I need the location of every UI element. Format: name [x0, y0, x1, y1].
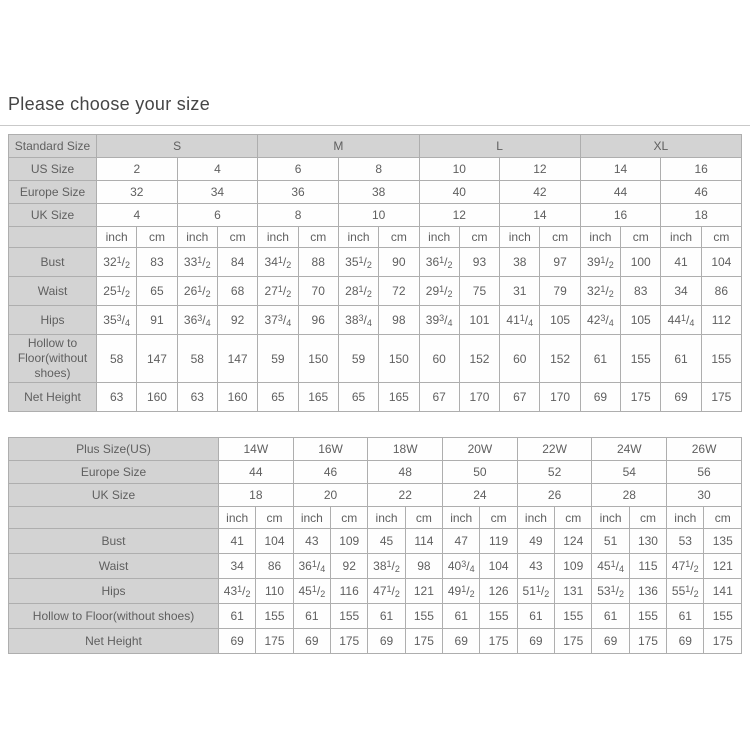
unit-cell: cm [459, 227, 499, 248]
value-cell: 53 [667, 529, 704, 554]
divider [0, 125, 750, 126]
value-cell: $40^3/_4$ [443, 554, 480, 579]
size-cell: 18 [219, 484, 294, 507]
size-cell: 12 [500, 158, 581, 181]
unit-cell: inch [667, 507, 704, 529]
size-cell: 46 [293, 461, 368, 484]
value-cell: $45^1/_2$ [293, 579, 330, 604]
value-cell: 155 [704, 604, 742, 629]
size-cell: 8 [258, 204, 339, 227]
size-cell: 34 [177, 181, 258, 204]
size-cell: 44 [219, 461, 294, 484]
value-cell: 69 [443, 629, 480, 654]
row-label: US Size [9, 158, 97, 181]
size-cell: 2 [97, 158, 178, 181]
value-cell: 115 [629, 554, 666, 579]
value-cell: $36^3/_4$ [177, 306, 217, 335]
unit-cell: cm [540, 227, 580, 248]
unit-cell: cm [621, 227, 661, 248]
unit-cell: inch [500, 227, 540, 248]
value-cell: $28^1/_2$ [338, 277, 378, 306]
value-cell: 160 [217, 383, 257, 412]
value-cell: 67 [500, 383, 540, 412]
value-cell: 155 [405, 604, 442, 629]
value-cell: 31 [500, 277, 540, 306]
size-cell: 22W [517, 438, 592, 461]
value-cell: 61 [580, 335, 620, 383]
value-cell: $38^1/_2$ [368, 554, 405, 579]
value-cell: 51 [592, 529, 629, 554]
value-cell: 43 [293, 529, 330, 554]
value-cell: 175 [331, 629, 368, 654]
size-cell: 46 [661, 181, 742, 204]
value-cell: $39^3/_4$ [419, 306, 459, 335]
value-cell: 170 [540, 383, 580, 412]
value-cell: 61 [293, 604, 330, 629]
size-cell: XL [580, 135, 741, 158]
value-cell: 155 [331, 604, 368, 629]
value-cell: 124 [555, 529, 592, 554]
row-label: Waist [9, 277, 97, 306]
value-cell: 61 [592, 604, 629, 629]
value-cell: 41 [219, 529, 256, 554]
value-cell: $44^1/_4$ [661, 306, 701, 335]
unit-cell: inch [592, 507, 629, 529]
size-cell: 52 [517, 461, 592, 484]
table-row [9, 306, 742, 335]
value-cell: 152 [459, 335, 499, 383]
value-cell: $51^1/_2$ [517, 579, 554, 604]
size-cell: 56 [667, 461, 742, 484]
unit-cell: cm [298, 227, 338, 248]
value-cell: 114 [405, 529, 442, 554]
size-cell: 16 [580, 204, 661, 227]
value-cell: 155 [621, 335, 661, 383]
value-cell: 131 [555, 579, 592, 604]
value-cell: $36^1/_4$ [293, 554, 330, 579]
value-cell: 170 [459, 383, 499, 412]
value-cell: $47^1/_2$ [368, 579, 405, 604]
size-cell: 54 [592, 461, 667, 484]
unit-cell: cm [379, 227, 419, 248]
unit-cell: inch [580, 227, 620, 248]
value-cell: 34 [219, 554, 256, 579]
size-cell: L [419, 135, 580, 158]
value-cell: 147 [217, 335, 257, 383]
value-cell: $41^1/_4$ [500, 306, 540, 335]
value-cell: $35^1/_2$ [338, 248, 378, 277]
value-cell: 130 [629, 529, 666, 554]
value-cell: 160 [137, 383, 177, 412]
value-cell: 34 [661, 277, 701, 306]
value-cell: 175 [701, 383, 741, 412]
size-cell: 14 [500, 204, 581, 227]
value-cell: 61 [443, 604, 480, 629]
value-cell: 92 [331, 554, 368, 579]
unit-cell: inch [368, 507, 405, 529]
value-cell: 98 [405, 554, 442, 579]
size-cell: 8 [338, 158, 419, 181]
size-cell: 20W [443, 438, 518, 461]
value-cell: 69 [293, 629, 330, 654]
value-cell: 155 [480, 604, 517, 629]
row-label: Hips [9, 579, 219, 604]
size-cell: 18 [661, 204, 742, 227]
value-cell: 110 [256, 579, 293, 604]
value-cell: 116 [331, 579, 368, 604]
unit-cell: cm [480, 507, 517, 529]
value-cell: 121 [405, 579, 442, 604]
unit-cell: inch [419, 227, 459, 248]
value-cell: $38^3/_4$ [338, 306, 378, 335]
value-cell: 104 [701, 248, 741, 277]
value-cell: 61 [517, 604, 554, 629]
unit-cell: cm [137, 227, 177, 248]
value-cell: 105 [540, 306, 580, 335]
size-chart-section [0, 134, 750, 654]
value-cell: $37^3/_4$ [258, 306, 298, 335]
value-cell: 45 [368, 529, 405, 554]
value-cell: 121 [704, 554, 742, 579]
table-row [9, 135, 742, 158]
unit-cell: inch [177, 227, 217, 248]
value-cell: $36^1/_2$ [419, 248, 459, 277]
value-cell: $43^1/_2$ [219, 579, 256, 604]
size-cell: 42 [500, 181, 581, 204]
value-cell: 165 [379, 383, 419, 412]
value-cell: 79 [540, 277, 580, 306]
table-row [9, 227, 742, 248]
value-cell: 72 [379, 277, 419, 306]
value-cell: 136 [629, 579, 666, 604]
row-label: Hollow to Floor(without shoes) [9, 604, 219, 629]
size-cell: M [258, 135, 419, 158]
value-cell: 58 [177, 335, 217, 383]
row-label: Waist [9, 554, 219, 579]
row-label: Standard Size [9, 135, 97, 158]
row-label [9, 507, 219, 529]
row-label: UK Size [9, 204, 97, 227]
table-row [9, 529, 742, 554]
value-cell: 68 [217, 277, 257, 306]
table-row [9, 554, 742, 579]
value-cell: $39^1/_2$ [580, 248, 620, 277]
value-cell: $27^1/_2$ [258, 277, 298, 306]
value-cell: 97 [540, 248, 580, 277]
row-label: Bust [9, 529, 219, 554]
table-row [9, 629, 742, 654]
page-title: Please choose your size [8, 94, 211, 114]
unit-cell: inch [517, 507, 554, 529]
row-label: Europe Size [9, 181, 97, 204]
size-cell: 28 [592, 484, 667, 507]
value-cell: 90 [379, 248, 419, 277]
table-row [9, 335, 742, 383]
size-cell: 40 [419, 181, 500, 204]
value-cell: 43 [517, 554, 554, 579]
size-cell: 20 [293, 484, 368, 507]
value-cell: 112 [701, 306, 741, 335]
value-cell: $45^1/_4$ [592, 554, 629, 579]
table-row [9, 248, 742, 277]
unit-cell: cm [629, 507, 666, 529]
value-cell: 86 [701, 277, 741, 306]
value-cell: 47 [443, 529, 480, 554]
unit-cell: inch [258, 227, 298, 248]
row-label: Net Height [9, 383, 97, 412]
value-cell: 104 [480, 554, 517, 579]
value-cell: 104 [256, 529, 293, 554]
value-cell: 155 [256, 604, 293, 629]
unit-cell: cm [555, 507, 592, 529]
value-cell: 67 [419, 383, 459, 412]
value-cell: 83 [621, 277, 661, 306]
value-cell: 175 [480, 629, 517, 654]
size-cell: 30 [667, 484, 742, 507]
value-cell: 152 [540, 335, 580, 383]
row-label: Hips [9, 306, 97, 335]
value-cell: 175 [629, 629, 666, 654]
table-row [9, 484, 742, 507]
value-cell: $35^3/_4$ [97, 306, 137, 335]
unit-cell: cm [256, 507, 293, 529]
value-cell: 96 [298, 306, 338, 335]
value-cell: 88 [298, 248, 338, 277]
value-cell: 49 [517, 529, 554, 554]
value-cell: 75 [459, 277, 499, 306]
value-cell: $47^1/_2$ [667, 554, 704, 579]
value-cell: 41 [661, 248, 701, 277]
value-cell: 126 [480, 579, 517, 604]
table-row [9, 158, 742, 181]
size-cell: 44 [580, 181, 661, 204]
table-row [9, 383, 742, 412]
value-cell: 135 [704, 529, 742, 554]
row-label: UK Size [9, 484, 219, 507]
table-row [9, 181, 742, 204]
value-cell: 83 [137, 248, 177, 277]
value-cell: 150 [298, 335, 338, 383]
size-cell: 4 [177, 158, 258, 181]
value-cell: 105 [621, 306, 661, 335]
value-cell: 60 [500, 335, 540, 383]
value-cell: $55^1/_2$ [667, 579, 704, 604]
value-cell: 98 [379, 306, 419, 335]
value-cell: 58 [97, 335, 137, 383]
value-cell: 61 [667, 604, 704, 629]
size-cell: 14 [580, 158, 661, 181]
size-cell: 36 [258, 181, 339, 204]
value-cell: $32^1/_2$ [580, 277, 620, 306]
size-cell: 16W [293, 438, 368, 461]
value-cell: 38 [500, 248, 540, 277]
size-cell: 48 [368, 461, 443, 484]
value-cell: $32^1/_2$ [97, 248, 137, 277]
size-cell: 18W [368, 438, 443, 461]
value-cell: 69 [592, 629, 629, 654]
row-label: Hollow to Floor(without shoes) [9, 335, 97, 383]
value-cell: 61 [219, 604, 256, 629]
size-cell: 14W [219, 438, 294, 461]
value-cell: 147 [137, 335, 177, 383]
unit-cell: cm [331, 507, 368, 529]
value-cell: 175 [621, 383, 661, 412]
unit-cell: inch [219, 507, 256, 529]
size-cell: 26W [667, 438, 742, 461]
size-cell: 26 [517, 484, 592, 507]
value-cell: 65 [258, 383, 298, 412]
value-cell: 86 [256, 554, 293, 579]
size-cell: 16 [661, 158, 742, 181]
value-cell: $29^1/_2$ [419, 277, 459, 306]
value-cell: 165 [298, 383, 338, 412]
value-cell: 155 [701, 335, 741, 383]
value-cell: 155 [629, 604, 666, 629]
unit-cell: cm [405, 507, 442, 529]
size-cell: 38 [338, 181, 419, 204]
table-row [9, 604, 742, 629]
unit-cell: cm [704, 507, 742, 529]
value-cell: 175 [405, 629, 442, 654]
size-cell: 32 [97, 181, 178, 204]
value-cell: 59 [258, 335, 298, 383]
value-cell: 69 [667, 629, 704, 654]
unit-cell: inch [293, 507, 330, 529]
value-cell: 69 [580, 383, 620, 412]
row-label [9, 227, 97, 248]
value-cell: 61 [661, 335, 701, 383]
row-label: Plus Size(US) [9, 438, 219, 461]
value-cell: 61 [368, 604, 405, 629]
value-cell: 100 [621, 248, 661, 277]
size-cell: 22 [368, 484, 443, 507]
size-cell: 6 [177, 204, 258, 227]
value-cell: 84 [217, 248, 257, 277]
value-cell: 70 [298, 277, 338, 306]
value-cell: 93 [459, 248, 499, 277]
value-cell: 65 [338, 383, 378, 412]
standard-size-table [8, 134, 742, 412]
size-cell: 24W [592, 438, 667, 461]
unit-cell: inch [97, 227, 137, 248]
value-cell: 141 [704, 579, 742, 604]
value-cell: $53^1/_2$ [592, 579, 629, 604]
table-row [9, 461, 742, 484]
value-cell: $25^1/_2$ [97, 277, 137, 306]
value-cell: 69 [368, 629, 405, 654]
value-cell: 109 [331, 529, 368, 554]
size-cell: 50 [443, 461, 518, 484]
unit-cell: inch [338, 227, 378, 248]
size-cell: 10 [419, 158, 500, 181]
unit-cell: cm [217, 227, 257, 248]
table-row [9, 204, 742, 227]
value-cell: 109 [555, 554, 592, 579]
value-cell: 69 [661, 383, 701, 412]
row-label: Europe Size [9, 461, 219, 484]
value-cell: $26^1/_2$ [177, 277, 217, 306]
value-cell: 92 [217, 306, 257, 335]
size-cell: 6 [258, 158, 339, 181]
value-cell: 65 [137, 277, 177, 306]
table-row [9, 579, 742, 604]
table-row [9, 277, 742, 306]
value-cell: 119 [480, 529, 517, 554]
row-label: Net Height [9, 629, 219, 654]
size-cell: 24 [443, 484, 518, 507]
value-cell: 175 [704, 629, 742, 654]
value-cell: 175 [555, 629, 592, 654]
value-cell: 60 [419, 335, 459, 383]
size-cell: 12 [419, 204, 500, 227]
table-row [9, 438, 742, 461]
plus-size-table [8, 437, 742, 654]
table-row [9, 507, 742, 529]
unit-cell: inch [443, 507, 480, 529]
value-cell: 63 [177, 383, 217, 412]
value-cell: 101 [459, 306, 499, 335]
value-cell: 69 [219, 629, 256, 654]
value-cell: 63 [97, 383, 137, 412]
value-cell: 91 [137, 306, 177, 335]
value-cell: $33^1/_2$ [177, 248, 217, 277]
size-cell: 4 [97, 204, 178, 227]
unit-cell: cm [701, 227, 741, 248]
value-cell: 155 [555, 604, 592, 629]
value-cell: 59 [338, 335, 378, 383]
value-cell: $42^3/_4$ [580, 306, 620, 335]
value-cell: $34^1/_2$ [258, 248, 298, 277]
size-cell: S [97, 135, 258, 158]
value-cell: 150 [379, 335, 419, 383]
row-label: Bust [9, 248, 97, 277]
size-cell: 10 [338, 204, 419, 227]
value-cell: $49^1/_2$ [443, 579, 480, 604]
value-cell: 175 [256, 629, 293, 654]
unit-cell: inch [661, 227, 701, 248]
value-cell: 69 [517, 629, 554, 654]
